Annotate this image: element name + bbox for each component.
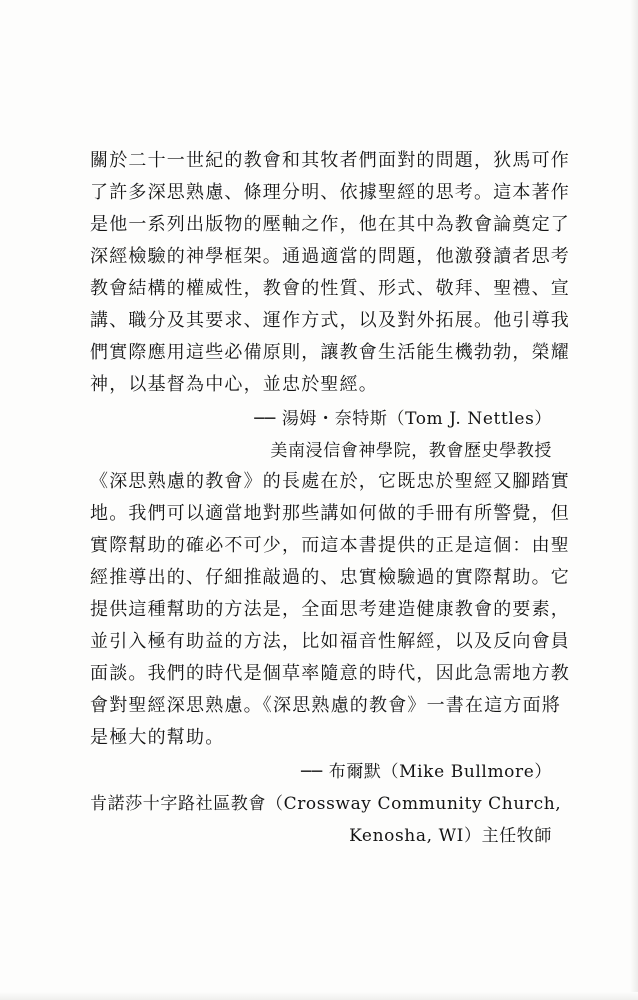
paragraph-line: 深經檢驗的神學框架。通過適當的問題，他激發讀者思考 [90, 246, 570, 267]
paragraph-line: 《深思熟慮的教會》的長處在於，它既忠於聖經又腳踏實 [90, 471, 570, 492]
paragraph-line: 實際幫助的確必不可少，而這本書提供的正是這個：由聖 [90, 535, 570, 556]
endorsement-author: ── 布爾默（Mike Bullmore） [301, 762, 552, 782]
paragraph-line: 會對聖經深思熟慮。《深思熟慮的教會》一書在這方面將 [90, 695, 561, 716]
paragraph-line: 了許多深思熟慮、條理分明、依據聖經的思考。這本著作 [90, 182, 570, 203]
scan-edge-right [630, 0, 638, 1000]
paragraph-line: 地。我們可以適當地對那些講如何做的手冊有所警覺，但 [90, 503, 570, 524]
paragraph-line: 並引入極有助益的方法，比如福音性解經，以及反向會員 [90, 631, 570, 652]
paragraph-line: 面談。我們的時代是個草率隨意的時代，因此急需地方教 [90, 663, 570, 684]
paragraph-line: 講、職分及其要求、運作方式，以及對外拓展。他引導我 [90, 310, 570, 331]
endorsement-nettles [90, 145, 570, 467]
paragraph-line: 們實際應用這些必備原則，讓教會生活能生機勃勃，榮耀 [90, 342, 570, 363]
paragraph-line: 是極大的幫助。 [90, 727, 225, 748]
paragraph-line: 教會結構的權威性，教會的性質、形式、敬拜、聖禮、宣 [90, 278, 570, 299]
scan-edge-bottom [0, 992, 638, 1000]
paragraph-line: 神，以基督為中心，並忠於聖經。 [90, 374, 378, 395]
endorsement-author: ── 湯姆・奈特斯（Tom J. Nettles） [254, 409, 552, 429]
endorsement-affiliation: Kenosha, WI）主任牧師 [349, 826, 552, 846]
paragraph-line: 關於二十一世紀的教會和其牧者們面對的問題，狄馬可作 [90, 150, 570, 171]
endorsement-bullmore [90, 466, 570, 852]
paragraph-line: 是他一系列出版物的壓軸之作，他在其中為教會論奠定了 [90, 214, 570, 235]
endorsement-affiliation: 美南浸信會神學院，教會歷史學教授 [270, 441, 552, 461]
paragraph-line: 提供這種幫助的方法是，全面思考建造健康教會的要素， [90, 599, 570, 620]
paragraph-line: 經推導出的、仔細推敲過的、忠實檢驗過的實際幫助。它 [90, 567, 570, 588]
endorsement-affiliation: 肯諾莎十字路社區教會（Crossway Community Church, [90, 794, 562, 814]
